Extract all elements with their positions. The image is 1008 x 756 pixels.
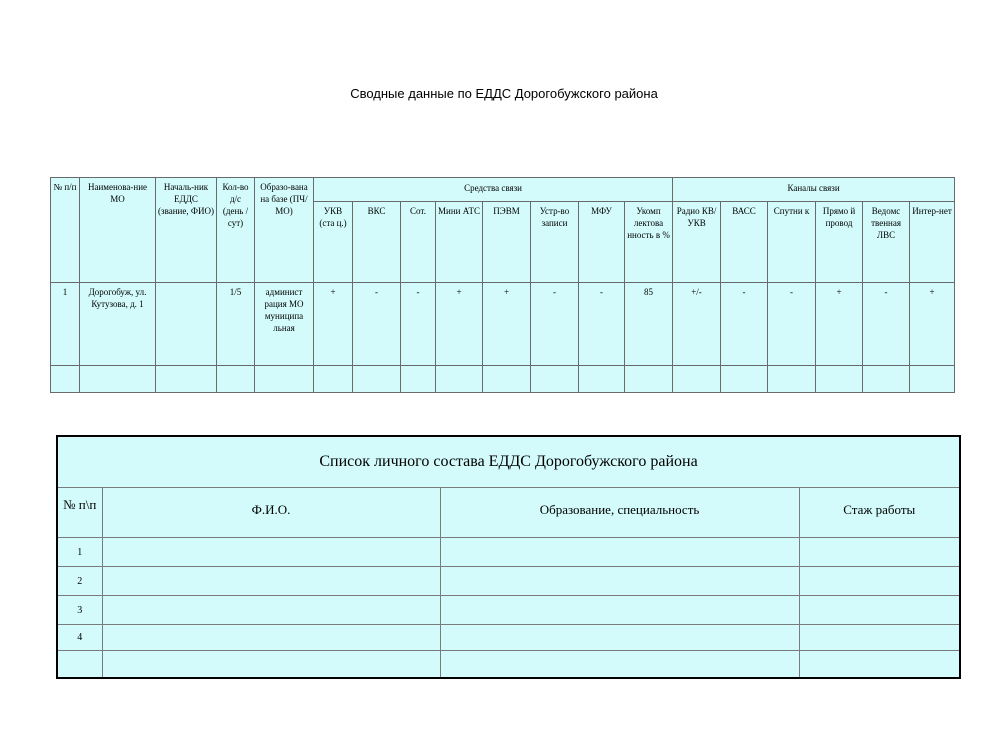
staff-row-num: 2: [57, 567, 102, 596]
row-num: 1: [51, 283, 80, 366]
row-base: админист рация МО муниципа льная: [255, 283, 314, 366]
header-channel-2: Спутни к: [768, 201, 816, 282]
header-base: Образо-вана на базе (ПЧ/МО): [255, 178, 314, 283]
table-row-empty: [51, 366, 955, 393]
empty-cell: [353, 366, 401, 393]
header-head: Началь-ник ЕДДС (звание, ФИО): [156, 178, 217, 283]
empty-cell: [156, 366, 217, 393]
header-channel-3: Прямо й провод: [816, 201, 863, 282]
empty-cell: [768, 366, 816, 393]
empty-cell: [910, 366, 955, 393]
staff-cell: [102, 651, 440, 678]
staff-cell: [102, 538, 440, 567]
staff-row-num: 1: [57, 538, 102, 567]
row-comm-0: +: [314, 283, 353, 366]
staff-cell: [440, 538, 799, 567]
staff-cell: [799, 538, 960, 567]
staff-cell: [440, 651, 799, 678]
row-channel-2: -: [768, 283, 816, 366]
header-group-channels: Каналы связи: [673, 178, 955, 202]
empty-cell: [531, 366, 579, 393]
header-channel-4: Ведомс твенная ЛВС: [863, 201, 910, 282]
staff-cell: [102, 625, 440, 651]
header-channel-1: ВАСС: [721, 201, 768, 282]
header-count: Кол-во д/с (день / сут): [217, 178, 255, 283]
staff-row-num: [57, 651, 102, 678]
header-comm-1: ВКС: [353, 201, 401, 282]
row-comm-3: +: [436, 283, 483, 366]
empty-cell: [483, 366, 531, 393]
header-comm-0: УКВ (ста ц.): [314, 201, 353, 282]
row-channel-5: +: [910, 283, 955, 366]
table-row: [57, 538, 960, 567]
staff-cell: [799, 651, 960, 678]
table-row: [57, 625, 960, 651]
row-channel-0: +/-: [673, 283, 721, 366]
header-name: Наименова-ние МО: [80, 178, 156, 283]
row-channel-4: -: [863, 283, 910, 366]
header-comm-7: Укомп лектова нность в %: [625, 201, 673, 282]
staff-header-num: № п\п: [57, 488, 102, 538]
row-comm-6: -: [579, 283, 625, 366]
header-comm-3: Мини АТС: [436, 201, 483, 282]
empty-cell: [401, 366, 436, 393]
row-comm-2: -: [401, 283, 436, 366]
row-channel-1: -: [721, 283, 768, 366]
empty-cell: [217, 366, 255, 393]
header-group-comm: Средства связи: [314, 178, 673, 202]
row-count: 1/5: [217, 283, 255, 366]
staff-cell: [799, 625, 960, 651]
empty-cell: [625, 366, 673, 393]
staff-cell: [440, 596, 799, 625]
empty-cell: [816, 366, 863, 393]
staff-cell: [440, 625, 799, 651]
empty-cell: [255, 366, 314, 393]
staff-cell: [799, 567, 960, 596]
empty-cell: [80, 366, 156, 393]
row-channel-3: +: [816, 283, 863, 366]
header-comm-6: МФУ: [579, 201, 625, 282]
table-row: [57, 651, 960, 678]
empty-cell: [863, 366, 910, 393]
row-comm-1: -: [353, 283, 401, 366]
staff-row-num: 4: [57, 625, 102, 651]
staff-cell: [102, 567, 440, 596]
staff-cell: [799, 596, 960, 625]
header-channel-5: Интер-нет: [910, 201, 955, 282]
header-comm-2: Сот.: [401, 201, 436, 282]
summary-title: Сводные данные по ЕДДС Дорогобужского района: [350, 86, 658, 101]
row-comm-5: -: [531, 283, 579, 366]
staff-header-education: Образование, специальность: [440, 488, 799, 538]
header-channel-0: Радио КВ/УКВ: [673, 201, 721, 282]
header-comm-4: ПЭВМ: [483, 201, 531, 282]
header-num: № п/п: [51, 178, 80, 283]
staff-header-experience: Стаж работы: [799, 488, 960, 538]
staff-cell: [102, 596, 440, 625]
empty-cell: [436, 366, 483, 393]
row-comm-4: +: [483, 283, 531, 366]
empty-cell: [579, 366, 625, 393]
empty-cell: [721, 366, 768, 393]
empty-cell: [51, 366, 80, 393]
header-comm-5: Устр-во записи: [531, 201, 579, 282]
staff-row-num: 3: [57, 596, 102, 625]
empty-cell: [314, 366, 353, 393]
row-name: Дорогобуж, ул. Кутузова, д. 1: [80, 283, 156, 366]
empty-cell: [673, 366, 721, 393]
table-row: [57, 596, 960, 625]
summary-table: [50, 177, 955, 393]
table-row: [51, 283, 955, 366]
table-row: [57, 567, 960, 596]
row-head: [156, 283, 217, 366]
staff-title: Список личного состава ЕДДС Дорогобужского района: [57, 436, 960, 488]
staff-header-fio: Ф.И.О.: [102, 488, 440, 538]
staff-table: [56, 435, 961, 679]
staff-cell: [440, 567, 799, 596]
row-comm-7: 85: [625, 283, 673, 366]
